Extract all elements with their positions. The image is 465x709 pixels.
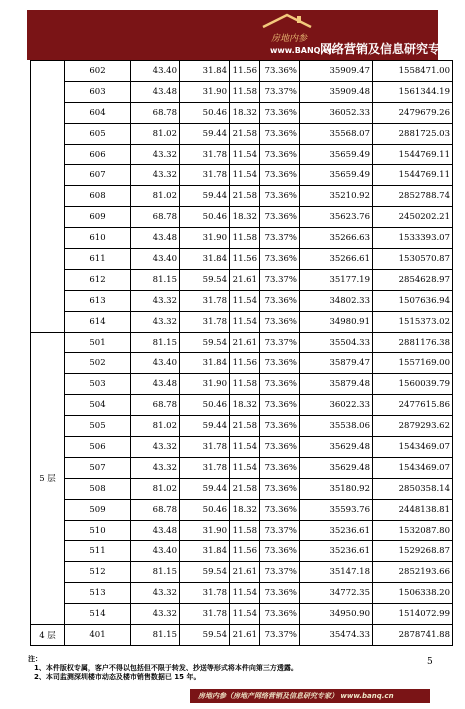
- table-cell: 1532087.80: [373, 520, 453, 541]
- table-cell: 73.37%: [260, 269, 300, 290]
- table-cell: 11.54: [230, 457, 260, 478]
- table-cell: 68.78: [131, 207, 180, 228]
- table-cell: 31.78: [180, 457, 230, 478]
- table-cell: 31.84: [180, 61, 230, 82]
- room-number-cell: 509: [65, 499, 131, 520]
- table-cell: 11.54: [230, 437, 260, 458]
- room-number-cell: 508: [65, 478, 131, 499]
- table-cell: 73.36%: [260, 61, 300, 82]
- room-number-cell: 609: [65, 207, 131, 228]
- table-cell: 35659.49: [300, 144, 373, 165]
- table-cell: 1557169.00: [373, 353, 453, 374]
- table-cell: 73.36%: [260, 374, 300, 395]
- table-row: [31, 541, 453, 562]
- table-cell: 35568.07: [300, 123, 373, 144]
- table-cell: 35177.19: [300, 269, 373, 290]
- table-cell: 11.56: [230, 353, 260, 374]
- table-cell: 34802.33: [300, 290, 373, 311]
- table-cell: 1507636.94: [373, 290, 453, 311]
- table-cell: 73.36%: [260, 165, 300, 186]
- table-cell: 73.36%: [260, 395, 300, 416]
- table-cell: 43.48: [131, 228, 180, 249]
- page-number: 5: [427, 657, 433, 667]
- table-cell: 81.02: [131, 416, 180, 437]
- sales-table: [30, 60, 453, 646]
- table-cell: 18.32: [230, 207, 260, 228]
- table-cell: 73.36%: [260, 353, 300, 374]
- table-cell: 73.36%: [260, 186, 300, 207]
- room-number-cell: 514: [65, 604, 131, 625]
- table-row: [31, 144, 453, 165]
- table-cell: 35909.47: [300, 61, 373, 82]
- table-row: [31, 562, 453, 583]
- table-cell: 2854628.97: [373, 269, 453, 290]
- table-cell: 35180.92: [300, 478, 373, 499]
- table-cell: 21.58: [230, 478, 260, 499]
- table-cell: 73.37%: [260, 625, 300, 646]
- table-cell: 2881176.38: [373, 332, 453, 353]
- table-cell: 2850358.14: [373, 478, 453, 499]
- table-cell: 34772.35: [300, 583, 373, 604]
- table-cell: 35474.33: [300, 625, 373, 646]
- table-cell: 73.36%: [260, 123, 300, 144]
- header-title: 网络营销及信息研究专家: [320, 42, 453, 56]
- table-cell: 43.32: [131, 290, 180, 311]
- table-row: [31, 604, 453, 625]
- table-row: [31, 374, 453, 395]
- table-cell: 2448138.81: [373, 499, 453, 520]
- table-cell: 1529268.87: [373, 541, 453, 562]
- room-number-cell: 606: [65, 144, 131, 165]
- room-number-cell: 502: [65, 353, 131, 374]
- table-row: [31, 520, 453, 541]
- table-cell: 11.58: [230, 228, 260, 249]
- table-cell: 50.46: [180, 102, 230, 123]
- table-cell: 73.36%: [260, 102, 300, 123]
- table-cell: 31.78: [180, 437, 230, 458]
- table-cell: 81.02: [131, 186, 180, 207]
- table-row: [31, 61, 453, 82]
- table-cell: 35266.61: [300, 249, 373, 270]
- table-cell: 11.54: [230, 604, 260, 625]
- table-row: [31, 499, 453, 520]
- table-cell: 73.36%: [260, 583, 300, 604]
- table-cell: 31.84: [180, 249, 230, 270]
- table-cell: 59.54: [180, 562, 230, 583]
- table-cell: 43.40: [131, 61, 180, 82]
- table-row: [31, 332, 453, 353]
- table-cell: 11.54: [230, 165, 260, 186]
- table-cell: 43.32: [131, 165, 180, 186]
- room-number-cell: 512: [65, 562, 131, 583]
- notes: [28, 655, 418, 682]
- table-cell: 31.84: [180, 353, 230, 374]
- table-cell: 68.78: [131, 499, 180, 520]
- table-cell: 2479679.26: [373, 102, 453, 123]
- table-cell: 43.48: [131, 520, 180, 541]
- table-cell: 73.37%: [260, 81, 300, 102]
- table-row: [31, 353, 453, 374]
- table-cell: 73.36%: [260, 478, 300, 499]
- table-cell: 59.54: [180, 332, 230, 353]
- table-cell: 31.90: [180, 374, 230, 395]
- table-cell: 36022.33: [300, 395, 373, 416]
- table-cell: 34950.90: [300, 604, 373, 625]
- table-cell: 35879.47: [300, 353, 373, 374]
- room-number-cell: 602: [65, 61, 131, 82]
- logo-text: 房地内参: [271, 34, 308, 44]
- table-row: [31, 583, 453, 604]
- table-cell: 59.54: [180, 625, 230, 646]
- table-cell: 35147.18: [300, 562, 373, 583]
- table-cell: 35629.48: [300, 457, 373, 478]
- table-cell: 21.58: [230, 186, 260, 207]
- room-number-cell: 608: [65, 186, 131, 207]
- table-cell: 1543469.07: [373, 437, 453, 458]
- notes-label: 注：: [28, 655, 42, 663]
- room-number-cell: 507: [65, 457, 131, 478]
- table-cell: 36052.33: [300, 102, 373, 123]
- room-number-cell: 513: [65, 583, 131, 604]
- table-cell: 1514072.99: [373, 604, 453, 625]
- room-number-cell: 612: [65, 269, 131, 290]
- table-cell: 11.56: [230, 249, 260, 270]
- table-cell: 11.56: [230, 541, 260, 562]
- table-row: [31, 625, 453, 646]
- table-cell: 35629.48: [300, 437, 373, 458]
- table-cell: 73.36%: [260, 437, 300, 458]
- table-cell: 11.54: [230, 311, 260, 332]
- table-cell: 73.37%: [260, 520, 300, 541]
- table-cell: 73.36%: [260, 311, 300, 332]
- table-cell: 18.32: [230, 395, 260, 416]
- table-cell: 1558471.00: [373, 61, 453, 82]
- table-cell: 43.32: [131, 457, 180, 478]
- table-cell: 1506338.20: [373, 583, 453, 604]
- table-cell: 73.36%: [260, 499, 300, 520]
- table-cell: 1544769.11: [373, 165, 453, 186]
- table-cell: 43.32: [131, 144, 180, 165]
- table-cell: 31.90: [180, 228, 230, 249]
- table-cell: 21.58: [230, 416, 260, 437]
- table-cell: 50.46: [180, 207, 230, 228]
- room-number-cell: 611: [65, 249, 131, 270]
- room-number-cell: 605: [65, 123, 131, 144]
- table-cell: 35623.76: [300, 207, 373, 228]
- table-cell: 31.84: [180, 541, 230, 562]
- table-cell: 43.32: [131, 437, 180, 458]
- table-cell: 35236.61: [300, 520, 373, 541]
- table-row: [31, 81, 453, 102]
- table-row: [31, 186, 453, 207]
- table-cell: 73.37%: [260, 562, 300, 583]
- table-cell: 35659.49: [300, 165, 373, 186]
- room-number-cell: 610: [65, 228, 131, 249]
- table-cell: 81.02: [131, 478, 180, 499]
- table-cell: 2881725.03: [373, 123, 453, 144]
- page-footer: 房地内参（房地产网络营销及信息研究专家） www.banq.cn: [190, 689, 430, 703]
- floor-label: [31, 61, 65, 333]
- room-number-cell: 506: [65, 437, 131, 458]
- table-body: [31, 61, 453, 646]
- table-cell: 1543469.07: [373, 457, 453, 478]
- table-cell: 35879.48: [300, 374, 373, 395]
- table-row: [31, 207, 453, 228]
- table-cell: 73.37%: [260, 332, 300, 353]
- table-cell: 34980.91: [300, 311, 373, 332]
- table-cell: 73.36%: [260, 457, 300, 478]
- table-cell: 68.78: [131, 395, 180, 416]
- room-number-cell: 511: [65, 541, 131, 562]
- table-cell: 2852788.74: [373, 186, 453, 207]
- table-cell: 73.36%: [260, 604, 300, 625]
- room-number-cell: 614: [65, 311, 131, 332]
- table-cell: 2450202.21: [373, 207, 453, 228]
- table-cell: 35909.48: [300, 81, 373, 102]
- room-number-cell: 504: [65, 395, 131, 416]
- table-cell: 21.61: [230, 562, 260, 583]
- table-row: [31, 311, 453, 332]
- table-row: [31, 102, 453, 123]
- table-row: [31, 269, 453, 290]
- table-cell: 43.40: [131, 541, 180, 562]
- table-cell: 11.58: [230, 520, 260, 541]
- table-cell: 73.36%: [260, 541, 300, 562]
- table-cell: 35504.33: [300, 332, 373, 353]
- table-cell: 73.37%: [260, 228, 300, 249]
- table-cell: 43.32: [131, 311, 180, 332]
- room-number-cell: 401: [65, 625, 131, 646]
- table-cell: 21.61: [230, 269, 260, 290]
- floor-label: 5 层: [31, 332, 65, 624]
- table-cell: 11.54: [230, 583, 260, 604]
- table-cell: 59.44: [180, 478, 230, 499]
- room-number-cell: 607: [65, 165, 131, 186]
- header-url[interactable]: www.BANQ.cn: [270, 46, 334, 55]
- table-cell: 31.90: [180, 520, 230, 541]
- table-cell: 21.61: [230, 625, 260, 646]
- room-number-cell: 613: [65, 290, 131, 311]
- table-cell: 31.78: [180, 604, 230, 625]
- table-cell: 2879293.62: [373, 416, 453, 437]
- table-cell: 73.36%: [260, 207, 300, 228]
- room-number-cell: 604: [65, 102, 131, 123]
- table-cell: 59.44: [180, 416, 230, 437]
- table-cell: 18.32: [230, 102, 260, 123]
- table-cell: 1515373.02: [373, 311, 453, 332]
- table-cell: 59.54: [180, 269, 230, 290]
- table-cell: 2477615.86: [373, 395, 453, 416]
- note-line-2: 2、本司监测深圳楼市动态及楼市销售数据已 15 年。: [34, 673, 201, 681]
- table-row: [31, 437, 453, 458]
- table-cell: 81.02: [131, 123, 180, 144]
- room-number-cell: 501: [65, 332, 131, 353]
- table-row: [31, 290, 453, 311]
- table-cell: 31.90: [180, 81, 230, 102]
- table-cell: 43.48: [131, 374, 180, 395]
- table-cell: 43.32: [131, 583, 180, 604]
- table-cell: 81.15: [131, 269, 180, 290]
- table-cell: 21.58: [230, 123, 260, 144]
- table-cell: 1561344.19: [373, 81, 453, 102]
- table-cell: 59.44: [180, 123, 230, 144]
- table-cell: 2852193.66: [373, 562, 453, 583]
- table-cell: 81.15: [131, 625, 180, 646]
- table-row: [31, 478, 453, 499]
- table-cell: 59.44: [180, 186, 230, 207]
- table-row: [31, 457, 453, 478]
- table-cell: 11.58: [230, 374, 260, 395]
- page-header: [27, 10, 453, 60]
- table-cell: 35266.63: [300, 228, 373, 249]
- table-cell: 43.32: [131, 604, 180, 625]
- table-cell: 81.15: [131, 562, 180, 583]
- table-cell: 43.40: [131, 353, 180, 374]
- table-cell: 31.78: [180, 290, 230, 311]
- table-cell: 11.56: [230, 61, 260, 82]
- room-number-cell: 603: [65, 81, 131, 102]
- table-cell: 21.61: [230, 332, 260, 353]
- table-cell: 43.40: [131, 249, 180, 270]
- table-cell: 18.32: [230, 499, 260, 520]
- table-cell: 1530570.87: [373, 249, 453, 270]
- table-cell: 2878741.88: [373, 625, 453, 646]
- table-cell: 73.36%: [260, 416, 300, 437]
- table-cell: 81.15: [131, 332, 180, 353]
- table-row: [31, 123, 453, 144]
- table-cell: 1533393.07: [373, 228, 453, 249]
- table-cell: 35236.61: [300, 541, 373, 562]
- table-cell: 31.78: [180, 583, 230, 604]
- table-cell: 68.78: [131, 102, 180, 123]
- table-cell: 35210.92: [300, 186, 373, 207]
- floor-label: 4 层: [31, 625, 65, 646]
- table-row: [31, 228, 453, 249]
- table-cell: 50.46: [180, 499, 230, 520]
- table-cell: 35593.76: [300, 499, 373, 520]
- note-line-1: 1、本件版权专属，客户不得以包括但不限于转发、抄送等形式将本件向第三方透露。: [34, 664, 298, 672]
- table-cell: 1544769.11: [373, 144, 453, 165]
- table-cell: 73.36%: [260, 144, 300, 165]
- table-row: [31, 249, 453, 270]
- table-cell: 31.78: [180, 311, 230, 332]
- table-row: [31, 416, 453, 437]
- table-row: [31, 165, 453, 186]
- table-cell: 73.36%: [260, 290, 300, 311]
- table-cell: 31.78: [180, 165, 230, 186]
- table-cell: 1560039.79: [373, 374, 453, 395]
- table-cell: 73.36%: [260, 249, 300, 270]
- room-number-cell: 503: [65, 374, 131, 395]
- table-row: [31, 395, 453, 416]
- room-number-cell: 505: [65, 416, 131, 437]
- table-cell: 11.54: [230, 144, 260, 165]
- table-cell: 43.48: [131, 81, 180, 102]
- table-cell: 11.54: [230, 290, 260, 311]
- table-cell: 11.58: [230, 81, 260, 102]
- table-cell: 50.46: [180, 395, 230, 416]
- room-number-cell: 510: [65, 520, 131, 541]
- table-cell: 31.78: [180, 144, 230, 165]
- table-cell: 35538.06: [300, 416, 373, 437]
